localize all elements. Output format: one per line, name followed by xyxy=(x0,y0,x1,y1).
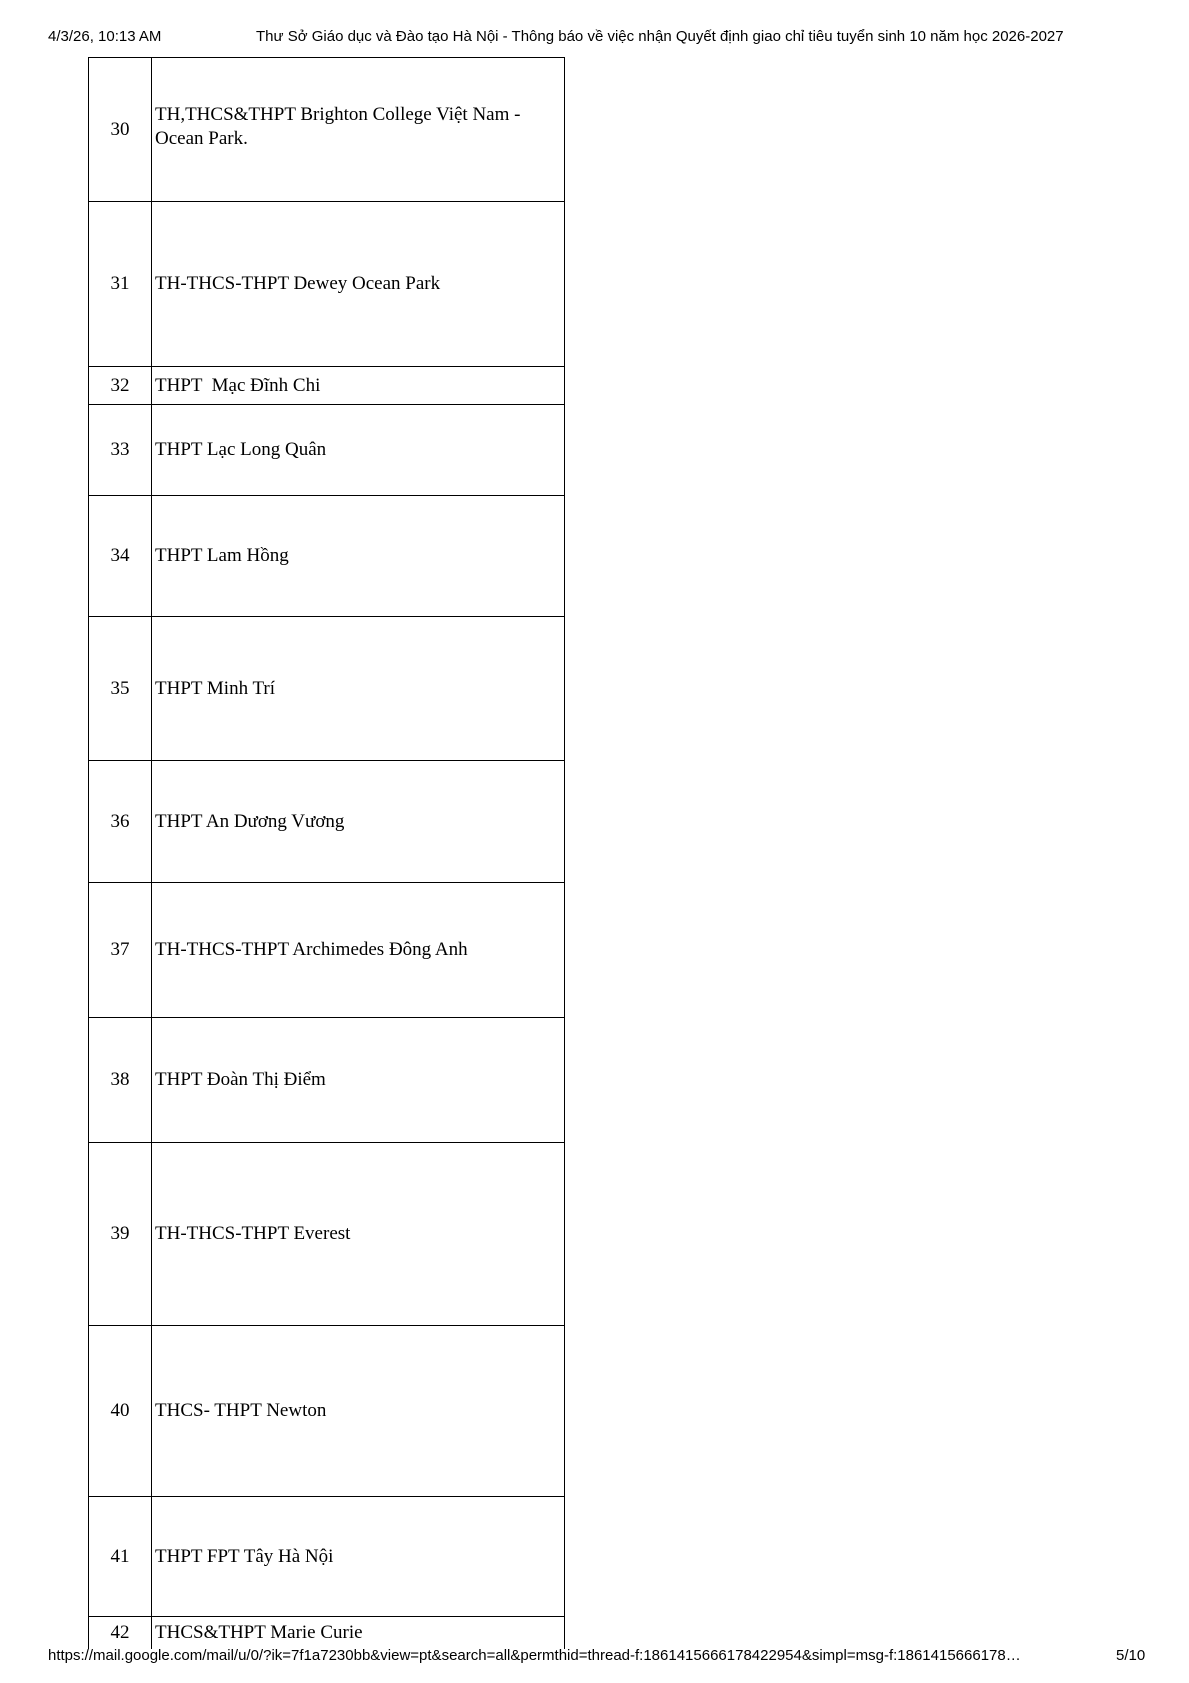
row-number: 40 xyxy=(89,1326,152,1497)
row-number: 33 xyxy=(89,405,152,496)
row-number: 41 xyxy=(89,1497,152,1617)
row-number: 35 xyxy=(89,617,152,761)
print-datetime: 4/3/26, 10:13 AM xyxy=(48,28,162,45)
row-number: 39 xyxy=(89,1143,152,1326)
school-name: THCS&THPT Marie Curie xyxy=(152,1617,565,1649)
table-row xyxy=(89,58,565,202)
school-name: TH-THCS-THPT Dewey Ocean Park xyxy=(152,202,565,367)
email-subject-title: Thư Sở Giáo dục và Đào tạo Hà Nội - Thông báo về việc nhận Quyết định giao chỉ tiêu tuyển sinh 10 năm học 2026-2027 xyxy=(256,28,1064,45)
row-number: 34 xyxy=(89,496,152,617)
school-name: THPT Đoàn Thị Điểm xyxy=(152,1018,565,1143)
page-number: 5/10 xyxy=(1116,1647,1146,1664)
row-number: 31 xyxy=(89,202,152,367)
row-number: 42 xyxy=(89,1617,152,1649)
table-row xyxy=(89,202,565,367)
table-row xyxy=(89,1326,565,1497)
print-footer xyxy=(0,1647,1189,1671)
row-number: 38 xyxy=(89,1018,152,1143)
table-row xyxy=(89,1018,565,1143)
school-name: TH-THCS-THPT Everest xyxy=(152,1143,565,1326)
table-row xyxy=(89,761,565,883)
table-row xyxy=(89,405,565,496)
school-quota-table xyxy=(88,57,565,1649)
table-row xyxy=(89,1143,565,1326)
table-row xyxy=(89,496,565,617)
row-number: 30 xyxy=(89,58,152,202)
table-row xyxy=(89,883,565,1018)
school-name: THPT Mạc Đĩnh Chi xyxy=(152,367,565,405)
table-row xyxy=(89,1497,565,1617)
school-name: THPT Lạc Long Quân xyxy=(152,405,565,496)
page-url: https://mail.google.com/mail/u/0/?ik=7f1a7230bb&view=pt&search=all&permthid=thread-f:1861415666178422954&simpl=msg-f:1861415666178… xyxy=(48,1647,1021,1664)
school-name: TH,THCS&THPT Brighton College Việt Nam - Ocean Park. xyxy=(152,58,565,202)
print-header xyxy=(0,28,1189,52)
table-row xyxy=(89,1617,565,1649)
school-name: THPT Minh Trí xyxy=(152,617,565,761)
table-row xyxy=(89,367,565,405)
row-number: 36 xyxy=(89,761,152,883)
row-number: 32 xyxy=(89,367,152,405)
school-name: THPT An Dương Vương xyxy=(152,761,565,883)
table-row xyxy=(89,617,565,761)
school-name: THCS- THPT Newton xyxy=(152,1326,565,1497)
school-name: TH-THCS-THPT Archimedes Đông Anh xyxy=(152,883,565,1018)
row-number: 37 xyxy=(89,883,152,1018)
school-name: THPT Lam Hồng xyxy=(152,496,565,617)
school-name: THPT FPT Tây Hà Nội xyxy=(152,1497,565,1617)
